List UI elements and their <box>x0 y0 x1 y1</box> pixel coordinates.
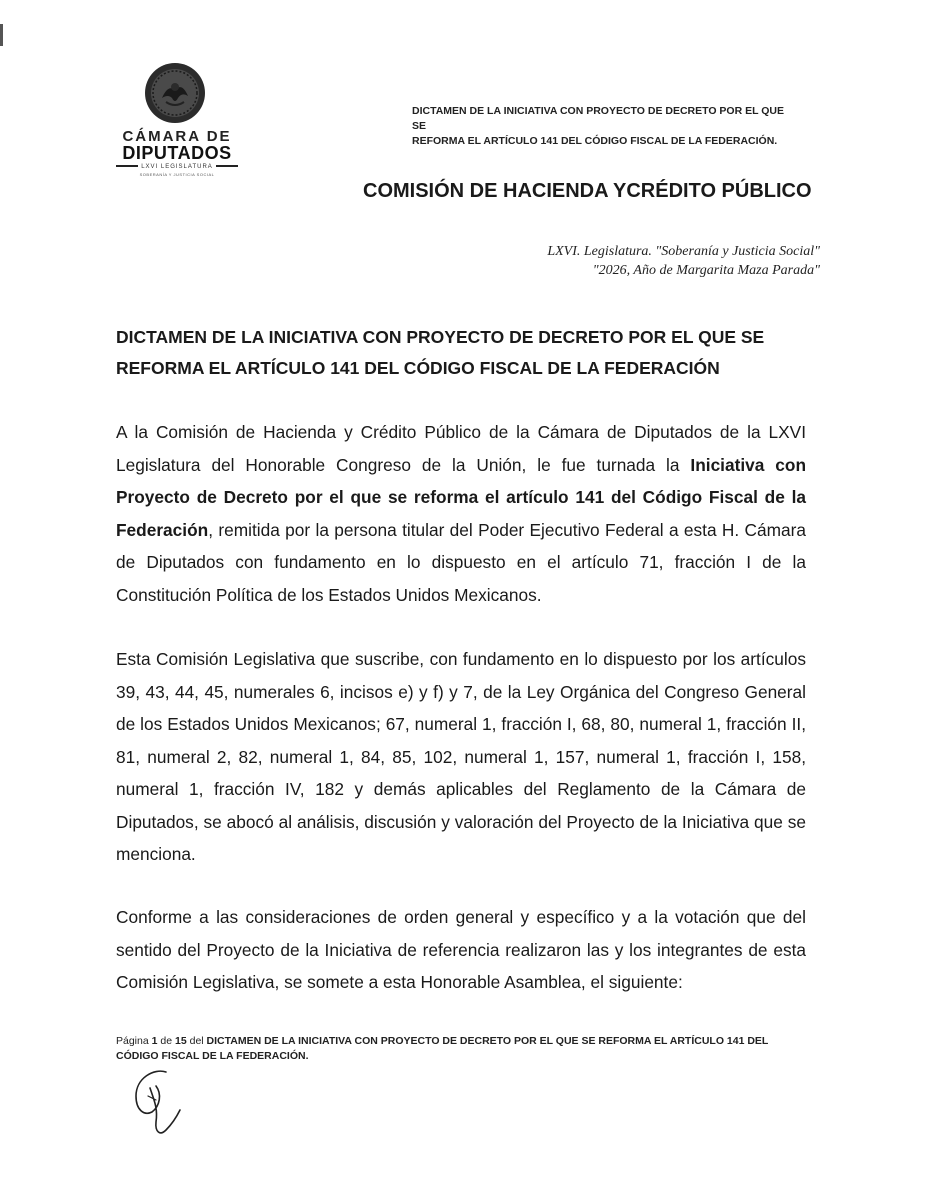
logo-text-legislatura <box>112 164 242 170</box>
logo-text-motto: SOBERANÍA Y JUSTICIA SOCIAL <box>139 172 215 177</box>
main-title <box>116 322 806 384</box>
motto-line2: "2026, Año de Margarita Maza Parada" <box>592 263 820 278</box>
main-title-line2: REFORMA EL ARTÍCULO 141 DEL CÓDIGO FISCAL DE LA FEDERACIÓN <box>116 358 720 378</box>
commission-title: COMISIÓN DE HACIENDA YCRÉDITO PÚBLICO <box>363 180 812 202</box>
footer-page-number: 1 <box>151 1035 158 1047</box>
footer-del-word: del <box>189 1035 204 1047</box>
paragraph1-text-a: A la Comisión de Hacienda y Crédito Público de la Cámara de Diputados de la LXVI Legislatura del Honorable Congreso de la Unión, le fue turnada la <box>116 422 806 475</box>
scan-edge-mark <box>0 24 3 46</box>
logo-text-camara: CÁMARA DE <box>122 128 232 145</box>
footer-page-word: Página <box>116 1035 149 1047</box>
header-document-title <box>412 104 792 149</box>
legislature-motto <box>470 242 820 280</box>
paragraph-fundamento: Esta Comisión Legislativa que suscribe, con fundamento en lo dispuesto por los artículos 39, 43, 44, 45, numerales 6, incisos e) y f) y 7, de la Ley Orgánica del Congreso General de los Estados Unidos Mexicanos; 67, numeral 1, fracción I, 68, 80, numeral 1, fracción II, 81, numeral 2, 82, numeral 1, 84, 85, 102, numeral 1, 157, numeral 1, fracción I, 158, numeral 1, fracción IV, 182 y demás aplicables del Reglamento de la Cámara de Diputados, se abocó al análisis, discusión y valoración del Proyecto de la Iniciativa que se menciona. <box>116 649 806 864</box>
handwritten-signature-icon <box>126 1066 196 1141</box>
camara-diputados-logo <box>112 62 242 180</box>
logo-legislatura-label: LXVI LEGISLATURA <box>141 164 213 170</box>
footer-of-word: de <box>160 1035 173 1047</box>
paragraph1-text-b: , remitida por la persona titular del Poder Ejecutivo Federal a esta H. Cámara de Diputados con fundamento en lo dispuesto en el artículo 71, fracción I de la Constitución Política de los Estados Unidos Mexicanos. <box>116 519 806 605</box>
page-footer <box>116 1034 806 1064</box>
paragraph-turnada <box>116 416 806 611</box>
paragraph-conforme: Conforme a las consideraciones de orden general y específico y a la votación que del sentido del Proyecto de la Iniciativa de referencia realizaron las y los integrantes de esta Comisión Legislativa, se somete a esta Honorable Asamblea, el siguiente: <box>116 907 806 992</box>
header-title-line2: REFORMA EL ARTÍCULO 141 DEL CÓDIGO FISCAL DE LA FEDERACIÓN. <box>412 135 778 147</box>
header-title-line1: DICTAMEN DE LA INICIATIVA CON PROYECTO DE DECRETO POR EL QUE SE <box>412 105 785 132</box>
motto-line1: LXVI. Legislatura. "Soberanía y Justicia Social" <box>547 244 820 259</box>
paragraph1-bold-initiative: Iniciativa con Proyecto de Decreto por el que se reforma el artículo 141 del Código Fiscal de la Federación <box>116 454 806 540</box>
footer-doc-ref: DICTAMEN DE LA INICIATIVA CON PROYECTO DE DECRETO POR EL QUE SE REFORMA EL ARTÍCULO 141 DEL CÓDIGO FISCAL DE LA FEDERACIÓN. <box>116 1035 769 1062</box>
footer-page-total: 15 <box>175 1035 187 1047</box>
national-eagle-seal-icon <box>144 62 206 124</box>
main-title-line1: DICTAMEN DE LA INICIATIVA CON PROYECTO DE DECRETO POR EL QUE SE <box>116 327 765 347</box>
logo-text-diputados: DIPUTADOS <box>122 143 232 163</box>
